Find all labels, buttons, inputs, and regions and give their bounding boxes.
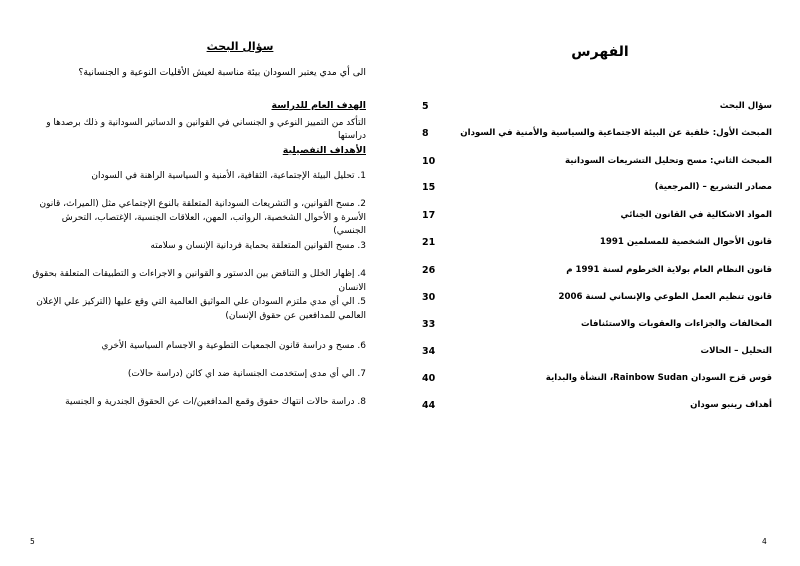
- toc-entry-page: 26: [422, 265, 436, 276]
- objective-item: 6. مسح و دراسة قانون الجمعيات التطوعية و الاجسام السياسية الأخري: [101, 341, 366, 351]
- toc-entry-label: المبحث الثاني: مسح وتحليل التشريعات السودانية: [565, 156, 772, 166]
- objective-item: 7. الي أي مدى إستخدمت الجنسانية ضد اي كائن (دراسة حالات): [127, 369, 366, 379]
- toc-entry[interactable]: [422, 319, 772, 335]
- right-page: [400, 0, 800, 566]
- toc-entry-label: التحليل – الحالات: [700, 346, 772, 356]
- objective-item: 2. مسح القوانين، و التشريعات السودانية المتعلقة بالنوع الإجتماعي مثل (الميراث، قانون الأسرة و الأحوال الشخصية، الرواتب، المهن، العلاقات الجنسية، الإغتصاب، التحرش الجنسي): [39, 199, 366, 236]
- toc-entry-label: أهداف رينبو سودان: [690, 400, 772, 410]
- toc-entry-page: 15: [422, 182, 436, 193]
- general-goal-heading: الهدف العام للدراسة: [271, 100, 366, 111]
- toc-entry-page: 10: [422, 156, 436, 167]
- toc-entry[interactable]: [422, 400, 772, 416]
- detailed-goals-heading: الأهداف التفصيلية: [282, 145, 366, 156]
- toc-entry-page: 34: [422, 346, 436, 357]
- toc-entry-page: 30: [422, 292, 436, 303]
- toc-entry-page: 8: [422, 128, 429, 139]
- toc-entry-page: 40: [422, 373, 436, 384]
- question-title: سؤال البحث: [206, 40, 274, 53]
- toc-entry[interactable]: [422, 128, 772, 144]
- toc-entry[interactable]: [422, 101, 772, 117]
- toc-entry-page: 33: [422, 319, 436, 330]
- question-text: الى أي مدي يعتبر السودان بيئة مناسبة لعيش الأقليات النوعية و الجنسانية؟: [78, 67, 366, 78]
- toc-entry[interactable]: [422, 373, 772, 389]
- toc-entry[interactable]: [422, 237, 772, 253]
- general-goal-text: التأكد من التمييز النوعي و الجنساني في القوانين و الدساتير السودانية و ذلك برصدها و دراستها: [46, 118, 366, 141]
- toc-entry-label: المبحث الأول: خلفية عن البيئة الاجتماعية والسياسية والأمنية في السودان: [460, 128, 772, 138]
- toc-entry-label: سؤال البحث: [719, 101, 772, 111]
- objective-item: 8. دراسة حالات انتهاك حقوق وقمع المدافعين/ات عن الحقوق الجندرية و الجنسية: [65, 397, 366, 407]
- toc-entry-label: قوس قزح السودان Rainbow Sudan، النشأة والبداية: [545, 373, 772, 383]
- toc-entry-page: 5: [422, 101, 429, 112]
- toc-entry[interactable]: [422, 265, 772, 281]
- toc-entry[interactable]: [422, 210, 772, 226]
- objective-item: 1. تحليل البيئة الإجتماعية، الثقافية، الأمنية و السياسية الراهنة في السودان: [91, 171, 366, 181]
- toc-entry-label: قانون تنظيم العمل الطوعي والإنساني لسنة 2006: [558, 292, 772, 302]
- objective-item: 5. الي أي مدي ملتزم السودان علي المواثيق العالمية التي وقع عليها (التركيز علي الإعلان العالمي للمدافعين عن حقوق الإنسان): [36, 297, 366, 321]
- page-number-right: 4: [762, 537, 767, 546]
- toc-entry-label: مصادر التشريع – (المرجعية): [654, 182, 772, 192]
- page-number-left: 5: [30, 537, 35, 546]
- objective-item: 4. إظهار الخلل و التناقض بين الدستور و القوانين و الاجراءات و التطبيقات المتعلقة بحقوق الانسان: [32, 269, 366, 293]
- toc-entry-label: قانون الأحوال الشخصية للمسلمين 1991: [599, 237, 772, 247]
- toc-entry-label: قانون النظام العام بولاية الخرطوم لسنة 1991 م: [566, 265, 772, 275]
- toc-entry[interactable]: [422, 346, 772, 362]
- toc-entry-label: المخالفات والجزاءات والعقوبات والاستئنافات: [581, 319, 772, 329]
- objective-item: 3. مسح القوانين المتعلقة بحماية فردانية الإنسان و سلامته: [150, 241, 366, 251]
- toc-entry-label: المواد الاشكالية في القانون الجنائي: [620, 210, 772, 220]
- toc-entry-page: 44: [422, 400, 436, 411]
- toc-entry[interactable]: [422, 156, 772, 172]
- toc-entry-page: 17: [422, 210, 436, 221]
- toc-entry[interactable]: [422, 292, 772, 308]
- toc-entry[interactable]: [422, 182, 772, 198]
- toc-title: الفهرس: [571, 44, 629, 60]
- toc-entry-page: 21: [422, 237, 436, 248]
